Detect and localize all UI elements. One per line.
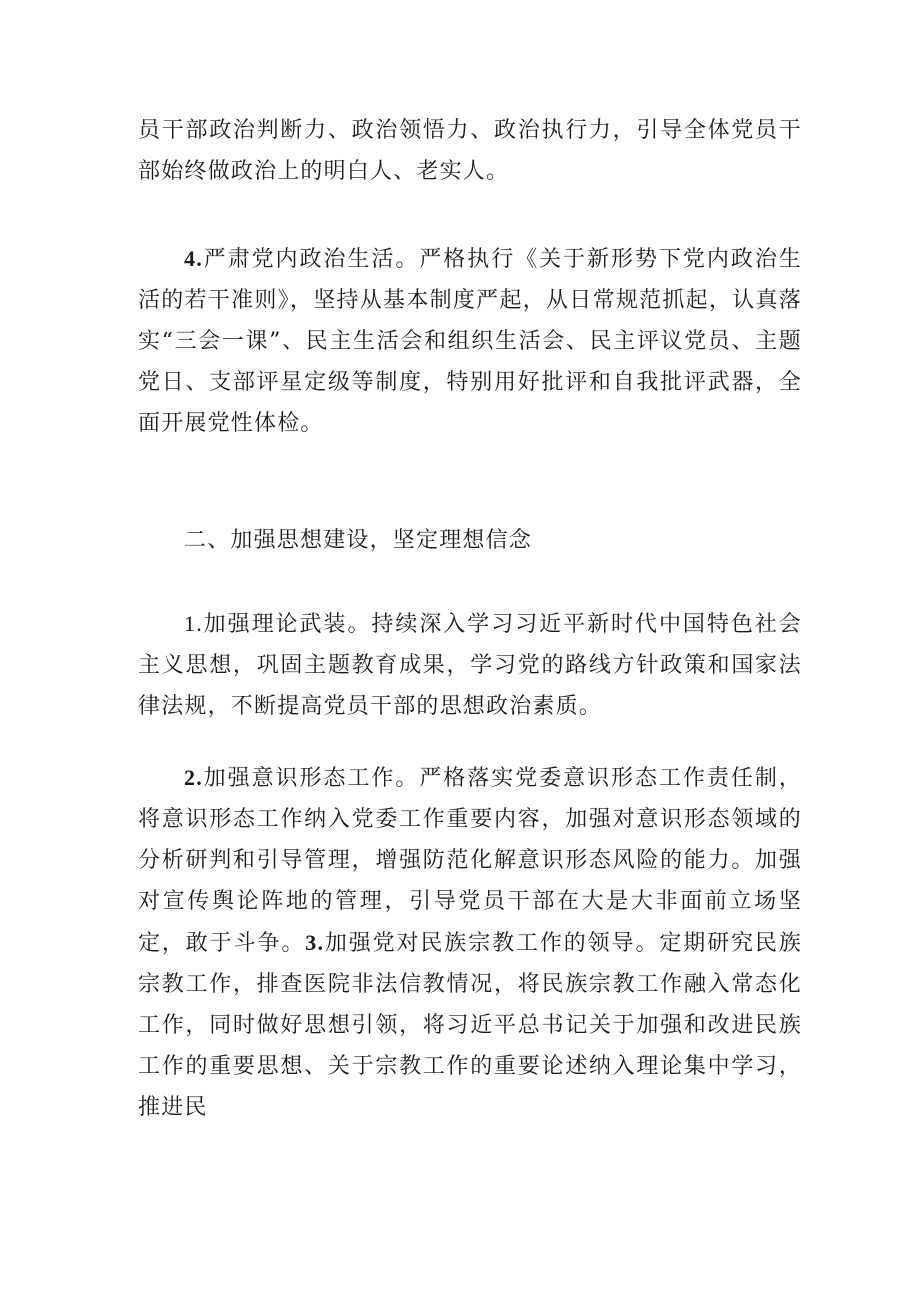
item-number: 3. [305, 930, 325, 955]
paragraph-continuation [138, 110, 802, 192]
paragraph-text: 加强党对民族宗教工作的领导。定期研究民族宗教工作，排查医院非法信教情况，将民族宗教工作融入常态化工作，同时做好思想引领，将习近平总书记关于加强和改进民族工作的重要思想、关于宗教工作的重要论述纳入理论集中学习，推进民 [138, 931, 802, 1120]
section-heading [138, 520, 802, 561]
paragraph-text: 严肃党内政治生活。严格执行《关于新形势下党内政治生活的若干准则》，坚持从基本制度严起，从日常规范抓起，认真落实“三会一课”、民主生活会和组织生活会、民主评议党员、主题党日、支部评星定级等制度，特别用好批评和自我批评武器，全面开展党性体检。 [138, 247, 802, 436]
paragraph-item-4 [138, 238, 802, 444]
paragraph-text: 加强意识形态工作。严格落实党委意识形态工作责任制，将意识形态工作纳入党委工作重要内容，加强对意识形态领域的分析研判和引导管理，增强防范化解意识形态风险的能力。加强对宣传舆论阵地的管理，引导党员干部在大是大非面前立场坚定，敢于斗争。 [138, 766, 802, 956]
heading-text: 二、加强思想建设，坚定理想信念 [184, 528, 533, 553]
item-number: 2. [184, 765, 203, 790]
paragraph-text: 员干部政治判断力、政治领悟力、政治执行力，引导全体党员干部始终做政治上的明白人、老实人。 [138, 118, 802, 184]
paragraph-text: 加强理论武装。持续深入学习习近平新时代中国特色社会主义思想，巩固主题教育成果，学习党的路线方针政策和国家法律法规，不断提高党员干部的思想政治素质。 [138, 612, 802, 719]
paragraph-item-2 [138, 757, 802, 1128]
paragraph-item-1 [138, 603, 802, 727]
item-number: 4. [184, 246, 203, 271]
item-number: 1. [184, 611, 203, 636]
